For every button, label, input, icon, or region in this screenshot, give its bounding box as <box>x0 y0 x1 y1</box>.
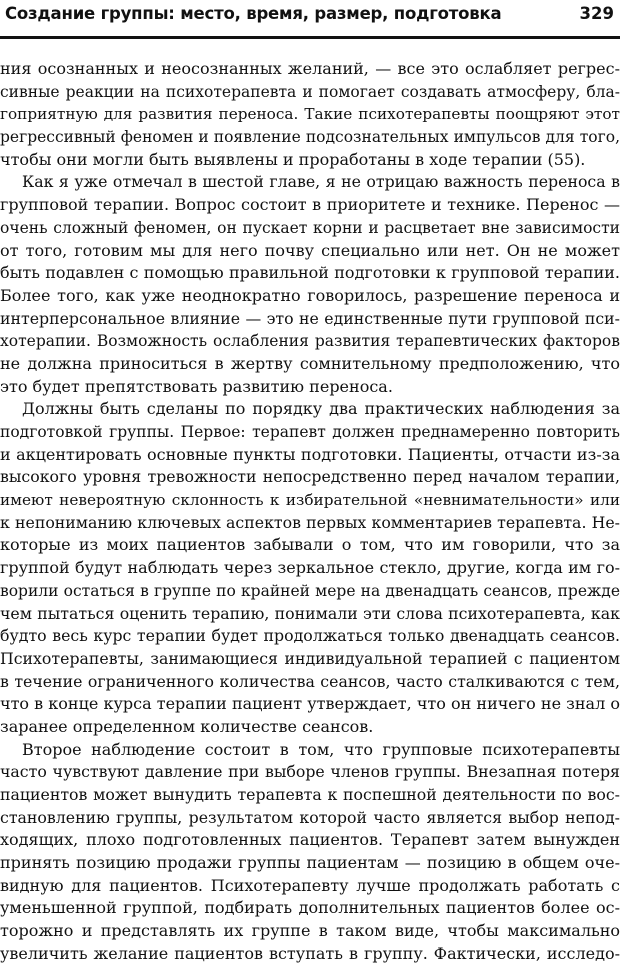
text-line: это будет препятствовать развитию переноса. <box>0 376 393 396</box>
text-line: ния осознанных и неосознанных желаний, — все это ослабляет регрес- <box>0 59 620 78</box>
text-line: не должна приноситься в жертву сомнительному предположению, что <box>0 353 620 373</box>
text-line: чтобы они могли быть выявлены и проработаны в ходе терапии (55). <box>0 149 586 169</box>
text-line: что в конце курса терапии пациент утверждает, что он ничего не знал о <box>0 694 620 714</box>
text-line: гоприятную для развития переноса. Такие психотерапевты поощряют этот <box>0 105 620 124</box>
text-line: Должны быть сделаны по порядку два практических наблюдения за <box>22 399 620 419</box>
text-line: в течение ограниченного количества сеансов, часто сталкиваются с тем, <box>0 671 620 691</box>
text-line: подготовкой группы. Первое: терапевт должен преднамеренно повторить <box>0 423 620 441</box>
text-line: Второе наблюдение состоит в том, что групповые психотерапевты <box>22 739 620 759</box>
text-line: от того, готовим мы для него почву специально или нет. Он не может <box>0 240 620 260</box>
text-line: видную для пациентов. Психотерапевту лучше продолжать работать с <box>0 875 620 895</box>
text-line: быть подавлен с помощью правильной подготовки к групповой терапии. <box>0 263 620 283</box>
running-head: Создание группы: место, время, размер, подготовка <box>5 4 502 23</box>
text-line: Психотерапевты, занимающиеся индивидуальной терапией с пациентом <box>0 648 620 668</box>
text-line: пациентов может вынудить терапевта к поспешной деятельности по вос- <box>0 785 620 804</box>
body-text <box>0 58 620 966</box>
text-line: будто весь курс терапии будет продолжаться только двенадцать сеансов. <box>0 626 620 646</box>
text-line: увеличить желание пациентов вступать в группу. Фактически, исследо- <box>0 943 620 963</box>
text-line: ходящих, плохо подготовленных пациентов. Терапевт затем вынужден <box>0 830 620 850</box>
text-line: имеют невероятную склонность к избирательной «невнимательности» или <box>0 491 620 510</box>
text-line: и акцентировать основные пункты подготовки. Пациенты, отчасти из-за <box>0 444 620 464</box>
text-line: ворили остаться в группе по крайней мере на двенадцать сеансов, прежде <box>0 581 620 600</box>
text-line: группой будут наблюдать через зеркальное стекло, другие, когда им го- <box>0 558 620 578</box>
text-line: становлению группы, результатом которой часто является выбор непод- <box>0 807 620 827</box>
text-line: хотерапии. Возможность ослабления развития терапевтических факторов <box>0 332 620 351</box>
page-number: 329 <box>579 4 614 23</box>
text-line: Как я уже отмечал в шестой главе, я не отрицаю важность переноса в <box>22 172 620 192</box>
text-line: интерперсональное влияние — это не единственные пути групповой пси- <box>0 308 620 328</box>
text-line: которые из моих пациентов забывали о том, что им говорили, что за <box>0 535 620 555</box>
text-line: сивные реакции на психотерапевта и помогает создавать атмосферу, бла- <box>0 82 620 101</box>
text-line: чем пытаться оценить терапию, понимали эти слова психотерапевта, как <box>0 603 620 623</box>
text-line: к непониманию ключевых аспектов первых комментариев терапевта. Не- <box>0 512 620 532</box>
text-line: принять позицию продажи группы пациентам — позицию в общем оче- <box>0 853 620 873</box>
header-rule <box>0 36 620 39</box>
text-line: заранее определенном количестве сеансов. <box>0 716 374 736</box>
text-line: групповой терапии. Вопрос состоит в приоритете и технике. Перенос — <box>0 195 620 215</box>
text-line: высокого уровня тревожности непосредственно перед началом терапии, <box>0 467 620 487</box>
text-line: Более того, как уже неоднократно говорилось, разрешение переноса и <box>0 285 620 305</box>
text-line: регрессивный феномен и появление подсознательных импульсов для того, <box>0 128 620 147</box>
text-line: часто чувствуют давление при выборе членов группы. Внезапная потеря <box>0 762 620 782</box>
text-line: уменьшенной группой, подбирать дополнительных пациентов более ос- <box>0 898 620 918</box>
text-line: очень сложный феномен, он пускает корни и расцветает вне зависимости <box>0 218 620 237</box>
page-header <box>0 0 620 40</box>
text-line: торожно и представлять их группе в таком виде, чтобы максимально <box>0 921 620 941</box>
